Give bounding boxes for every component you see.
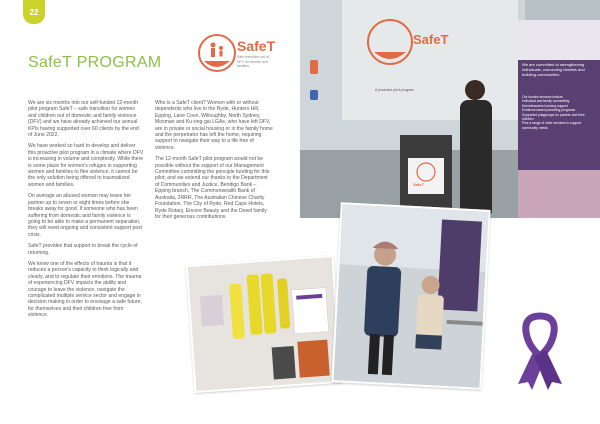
page-number-badge: 22 xyxy=(23,0,45,24)
banner-heading: We are committed to strengthening individuals, connecting families and building communities xyxy=(522,62,585,77)
text-column-left xyxy=(28,100,144,324)
banner-list-item: Evidence-based parenting programs xyxy=(522,108,576,113)
merchandise-table-photo xyxy=(186,255,343,393)
logo-tagline: Safe transition out of DFV for women and families xyxy=(237,55,270,68)
screen-caption: A proactive pilot program xyxy=(375,88,414,92)
paragraph: We know one of the effects of trauma is that it reduces a person's capacity to think logically and clearly, and to regulate their emotions. The trauma of experiencing DFV impacts the ability and courage to leave the violence, navigate the complicated multiple service sector and engage in decision making in order to envisage a safe future, for themselves and their children free from violence. xyxy=(28,260,142,319)
text-column-right xyxy=(155,100,273,225)
screen-title: SafeT xyxy=(413,32,449,47)
page-title: SafeT PROGRAM xyxy=(28,54,162,71)
paragraph: The 12-month SafeT pilot program would not be possible without the support of our Management Committee committing the principle funding for this pilot; and we extend our thanks to the Department of Communities and Justice, Bendigo Bank – Epping branch, The Commonwealth Bank of Australia, 2RRR, The Australian Chinese Charity Foundation, The City of Ryde, Red Cape Hotels, Ryde Rotary, Encore Beauty and the Dowd family for their generous contributions. xyxy=(155,156,270,220)
banner-services xyxy=(522,95,596,130)
banner-list-item: Individual and family counselling xyxy=(522,99,570,104)
paragraph: We are six months into our self-funded 12-month pilot program SafeT – safe transition for women and children out of domestic and family violence (DFV) and we have already achieved our annual KPIs having supported over 60 clients by the end of June 2022. xyxy=(28,100,139,139)
banner-list-item: Homelessness housing support xyxy=(522,103,568,108)
attendees-scene xyxy=(333,204,490,390)
paragraph: Who is a SafeT client? Women with or without dependents who live in the Ryde, Hunters Hill, Epping, Lane Cove, Willoughby, North Sydney, Mosman and Ku-ring-gai LGAs, who have left DFV, are in private or social housing or in the family home and the perpetrator has left the home, requiring support to navigate their way to a life free of violence. xyxy=(155,100,273,151)
event-attendees-photo xyxy=(331,202,490,390)
merchandise-scene xyxy=(188,257,342,393)
podium-logo-text: SafeT xyxy=(413,182,424,187)
banner-list-item: Supported playgroups for parents and their children xyxy=(522,112,585,122)
purple-ribbon-icon xyxy=(510,310,570,390)
paragraph: We have worked so hard to develop and deliver this proactive pilot program in a climate where DFV is increasing in volume and complexity. While there is some place for women's refuges in supporting women and families to flee violence, it cannot be the only solution being offered to traumatized women and families. xyxy=(28,143,144,188)
logo-wordmark: SafeT xyxy=(237,38,276,54)
presentation-photo xyxy=(300,0,600,218)
paragraph: On average an abused woman may leave her partner up to seven or eight times before she breaks away for good. If someone who has been suffering from domestic and family violence is going to be able to make a permanent separation, they will need ongoing and consistent support post crisis. xyxy=(28,193,143,238)
banner-list-item: Plus a range of other services to support community needs xyxy=(522,121,582,130)
paragraph: SafeT provides that support to break the cycle of returning. xyxy=(28,243,138,256)
banner-list-item: Our funded services include xyxy=(522,95,563,99)
